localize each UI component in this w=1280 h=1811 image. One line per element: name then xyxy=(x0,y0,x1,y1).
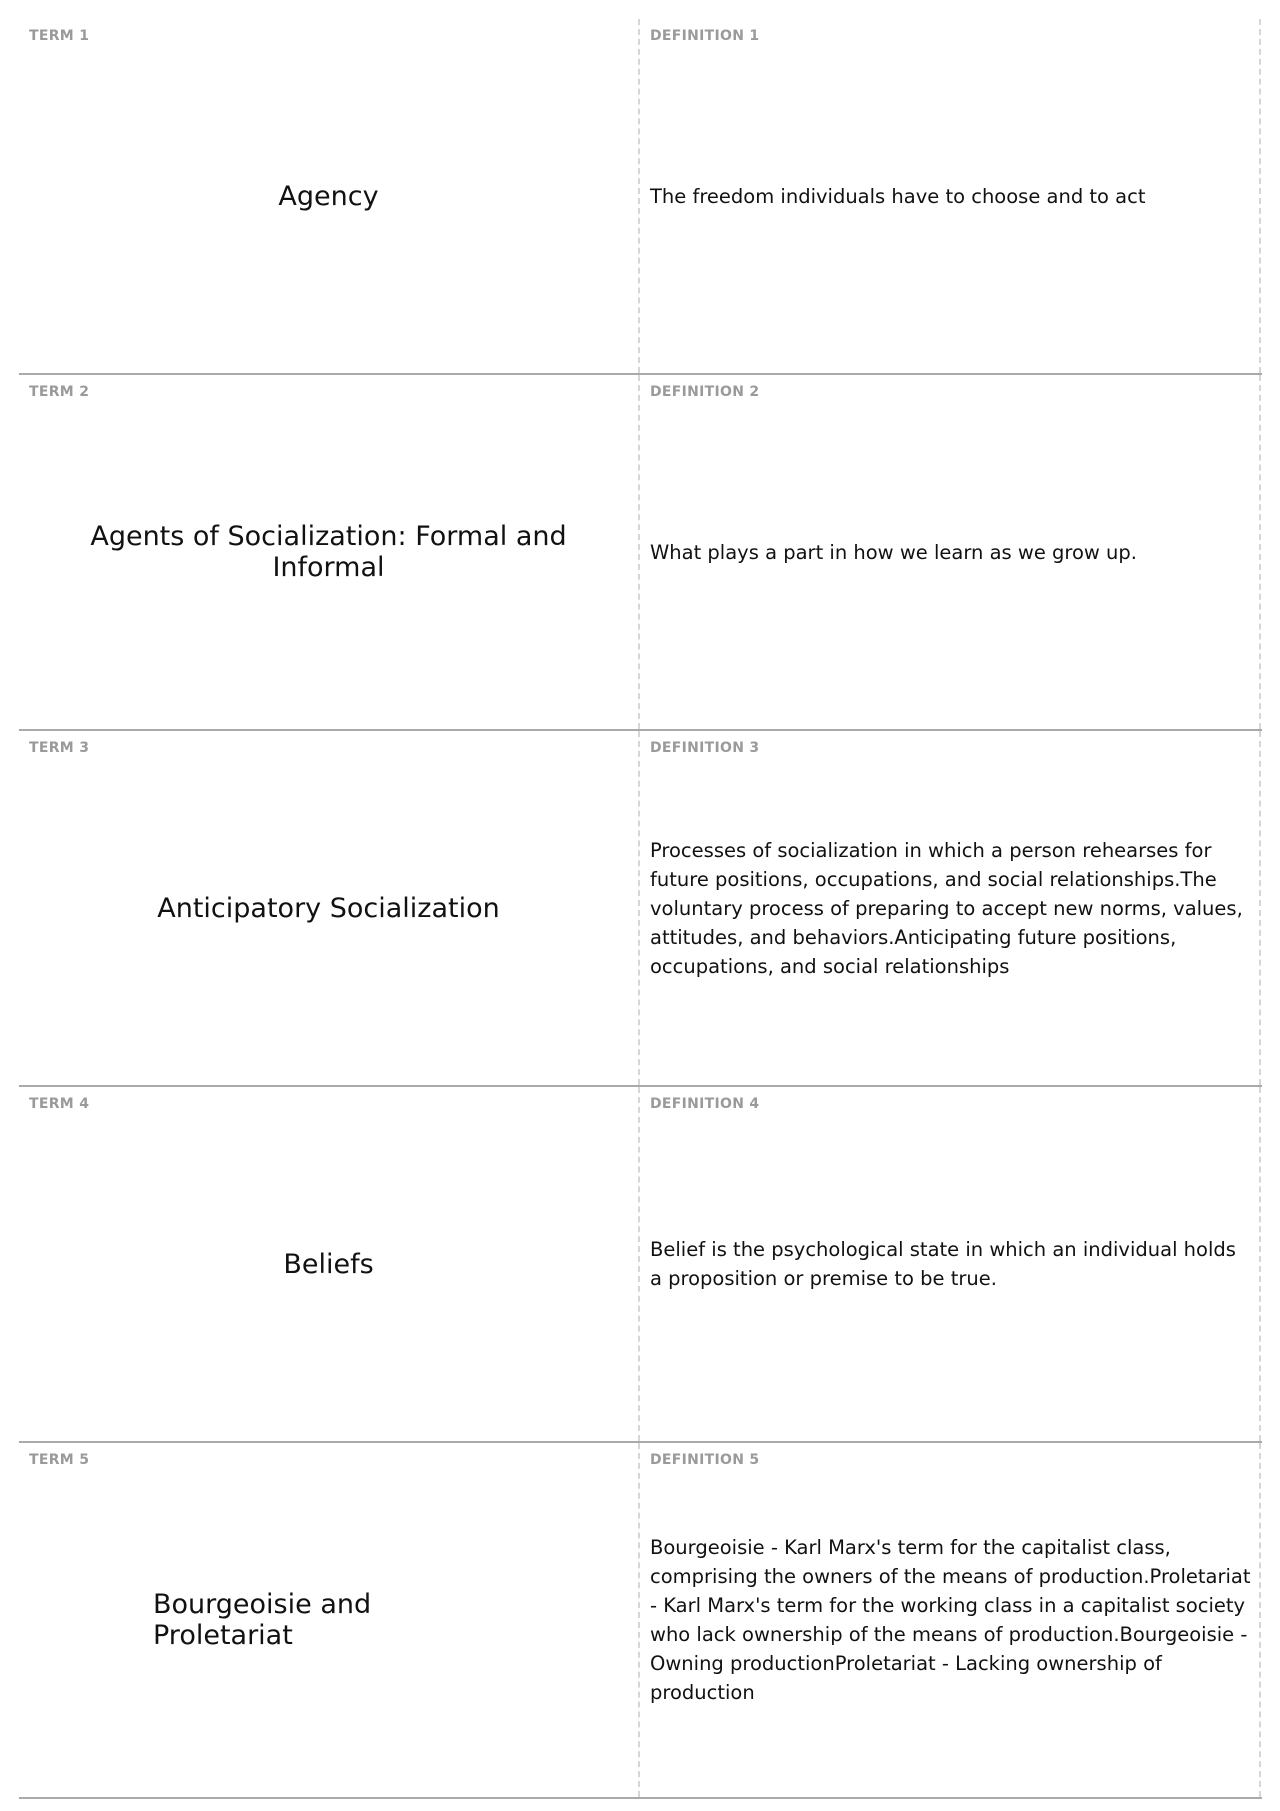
term-label: TERM 2 xyxy=(29,384,90,400)
definition-content: What plays a part in how we learn as we grow up. xyxy=(650,540,1137,564)
term-cell xyxy=(19,1443,640,1797)
flashcard-row-5 xyxy=(19,1443,1262,1799)
term-content: Bourgeoisie and Proletariat xyxy=(153,1589,372,1651)
definition-cell xyxy=(640,731,1261,1085)
term-cell xyxy=(19,19,640,373)
definition-label: DEFINITION 2 xyxy=(650,384,760,400)
flashcard-row-2 xyxy=(19,375,1262,731)
definition-cell xyxy=(640,375,1261,729)
definition-content: Bourgeoisie - Karl Marx's term for the capitalist class, comprising the owners of the means of production.Proletariat - Karl Marx's term for the working class in a capitalist society who lack ownership of the means of production.Bourgeoisie - Owning productionProletariat - Lacking ownership of production xyxy=(650,1536,1251,1704)
definition-text xyxy=(650,375,1251,729)
definition-cell xyxy=(640,1443,1261,1797)
definition-label: DEFINITION 5 xyxy=(650,1452,760,1468)
term-text: Agents of Socialization: Formal and Informal xyxy=(90,521,567,583)
definition-label: DEFINITION 1 xyxy=(650,28,760,44)
term-cell xyxy=(19,1087,640,1441)
term-label: TERM 4 xyxy=(29,1096,90,1112)
flashcard-row-1 xyxy=(19,19,1262,375)
flashcard-row-4 xyxy=(19,1087,1262,1443)
definition-text xyxy=(650,1087,1251,1441)
term-label: TERM 1 xyxy=(29,28,90,44)
term-text xyxy=(19,1443,638,1797)
term-text: Anticipatory Socialization xyxy=(157,892,500,924)
definition-content: Processes of socialization in which a person rehearses for future positions, occupations, and social relationships.The voluntary process of preparing to accept new norms, values, attitudes, and behaviors.Anticipating future positions, occupations, and social relationships xyxy=(650,838,1243,978)
definition-cell xyxy=(640,1087,1261,1441)
definition-text xyxy=(650,1443,1251,1797)
definition-content: Belief is the psychological state in which an individual holds a proposition or premise to be true. xyxy=(650,1238,1236,1290)
term-cell xyxy=(19,731,640,1085)
definition-label: DEFINITION 4 xyxy=(650,1096,760,1112)
definition-text xyxy=(650,19,1251,373)
definition-label: DEFINITION 3 xyxy=(650,740,760,756)
term-label: TERM 5 xyxy=(29,1452,90,1468)
term-text: Agency xyxy=(278,180,379,212)
definition-cell xyxy=(640,19,1261,373)
definition-content: The freedom individuals have to choose and to act xyxy=(650,184,1146,208)
definition-text xyxy=(650,731,1251,1085)
term-cell xyxy=(19,375,640,729)
flashcard-sheet xyxy=(19,19,1262,1799)
term-text: Beliefs xyxy=(283,1248,374,1280)
term-label: TERM 3 xyxy=(29,740,90,756)
flashcard-row-3 xyxy=(19,731,1262,1087)
